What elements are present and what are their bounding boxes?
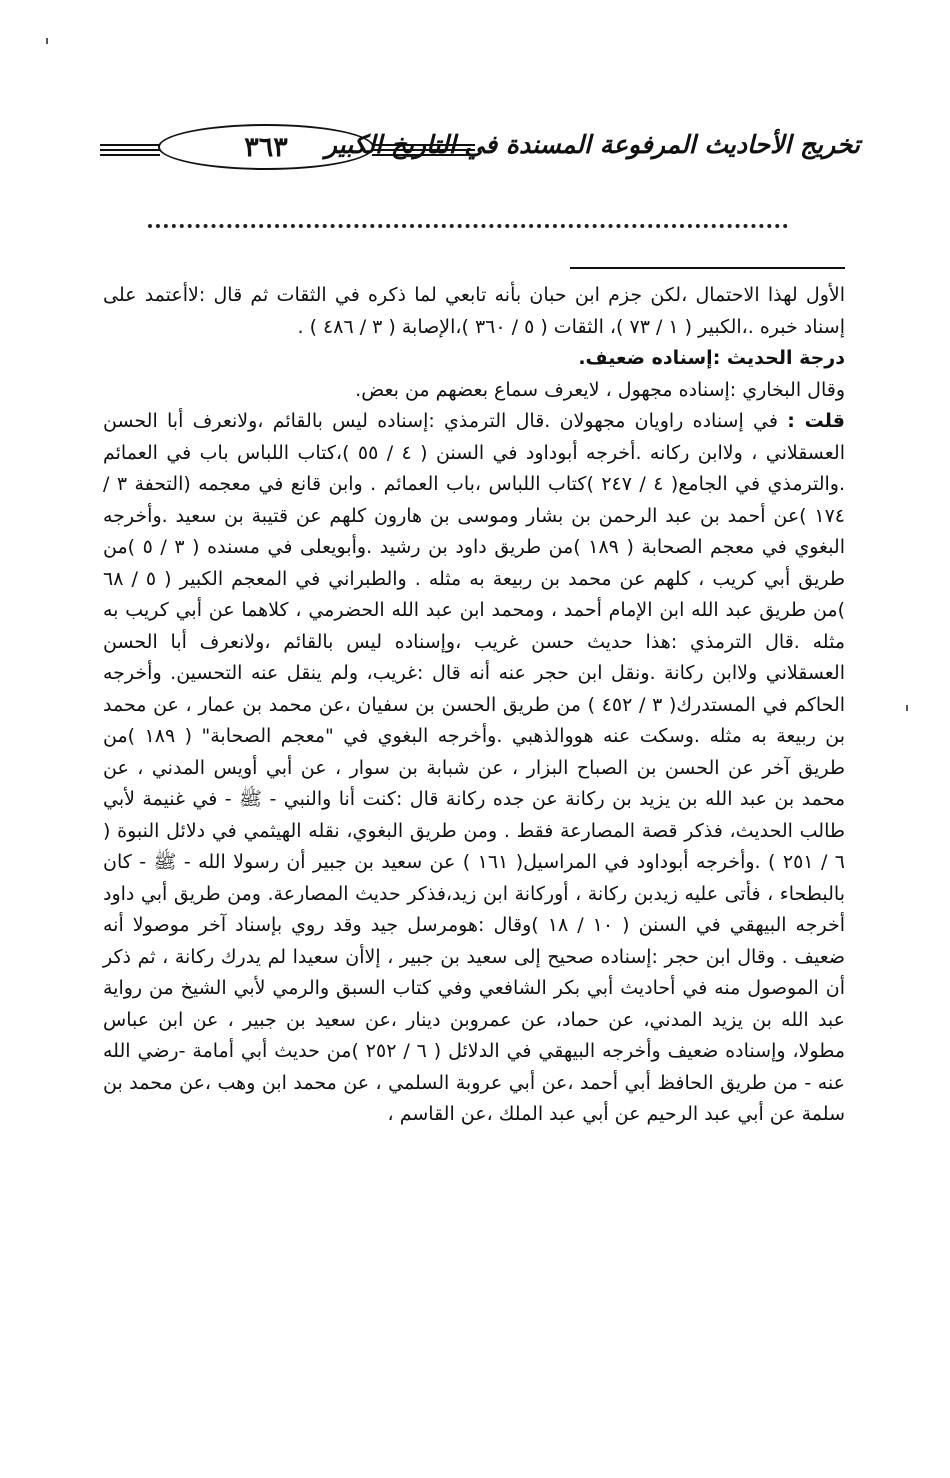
book-title: تخريج الأحاديث المرفوعة المسندة في التاريخ الكبير <box>324 130 860 159</box>
bukhari-statement: وقال البخاري :إسناده مجهول ، لايعرف سماع بعضهم من بعض. <box>355 378 845 401</box>
hadith-grade-heading: درجة الحديث :إسناده ضعيف. <box>578 347 845 369</box>
header-rule-left <box>100 144 160 156</box>
qult-label: قلت : <box>787 410 845 432</box>
dotted-separator <box>148 224 788 228</box>
footnote-rule <box>570 267 845 269</box>
footnote-paragraph-1: الأول لهذا الاحتمال ،لكن جزم ابن حبان بأنه تابعي لما ذكره في الثقات ثم قال :لاأعتمد على إسناد خبره .،الكبير ( ١ / ٧٣ )، الثقات ( ٥ / ٣٦٠ )،الإصابة ( ٣ / ٤٨٦ ) . <box>103 284 845 338</box>
margin-speck <box>46 38 48 44</box>
footnote-text <box>103 280 845 1131</box>
margin-speck <box>906 705 908 711</box>
main-paragraph-text: في إسناده راويان مجهولان .قال الترمذي :إسناده ليس بالقائم ،ولانعرف أبا الحسن العسقلاني ، ولاابن ركانه .أخرجه أبوداود في السنن ( ٤ / ٥٥ )،كتاب اللباس باب في العمائم .والترمذي في الجامع( ٤ / ٢٤٧ )كتاب اللباس ،باب العمائم . وابن قانع في معجمه (التحفة ٣ / ١٧٤ )عن أحمد بن عبد الرحمن بن بشار وموسى بن هارون كلهم عن قتيبة بن سعيد .وأخرجه البغوي في معجم الصحابة ( ١٨٩ )من طريق داود بن رشيد .وأبويعلى في مسنده ( ٣ / ٥ )من طريق أبي كريب ، كلهم عن محمد بن ربيعة به مثله . والطبراني في المعجم الكبير ( ٥ / ٦٨ )من طريق عبد الله ابن الإمام أحمد ، ومحمد ابن عبد الله الحضرمي ، كلاهما عن أبي كريب به مثله .قال الترمذي :هذا حديث حسن غريب ،وإسناده ليس بالقائم ،ولانعرف أبا الحسن العسقلاني ولاابن ركانة .ونقل ابن حجر عنه أنه قال :غريب، ولم ينقل عنه التحسين. وأخرجه الحاكم في المستدرك( ٣ / ٤٥٢ ) من طريق الحسن بن سفيان ،عن محمد بن عمار ، عن محمد بن ربيعة به مثله .وسكت عنه هووالذهبي .وأخرجه البغوي في "معجم الصحابة" ( ١٨٩ )من طريق آخر عن الحسن بن الصباح البزار ، عن شبابة بن سوار ، عن أبي أويس المدني ، عن محمد بن عبد الله بن يزيد بن ركانة عن جده ركانة قال :كنت أنا والنبي - ﷺ - في غنيمة لأبي طالب الحديث، فذكر قصة المصارعة فقط . ومن طريق البغوي، نقله الهيثمي في دلائل النبوة ( ٦ / ٢٥١ ) .وأخرجه أبوداود في المراسيل( ١٦١ ) عن سعيد بن جبير أن رسولا الله - ﷺ - كان بالبطحاء ، فأتى عليه زيدبن ركانة ، أوركانة ابن زيد،فذكر حديث المصارعة. ومن طريق أبي داود أخرجه البيهقي في السنن ( ١٠ / ١٨ )وقال :هومرسل جيد وقد روي بإسناد آخر موصولا أنه ضعيف . وقال ابن حجر :إسناده صحيح إلى سعيد بن جبير ، إلاأن سعيدا لم يدرك ركانة ، ثم ذكر أن الموصول منه في أحاديث أبي بكر الشافعي وفي كتاب السبق والرمي لأبي الشيخ من رواية عبد الله بن يزيد المدني، عن حماد، عن عمروبن دينار ،عن سعيد بن جبير ، عن ابن عباس مطولا، وإسناده ضعيف وأخرجه البيهقي في الدلائل ( ٦ / ٢٥٢ )من حديث أبي أمامة -رضي الله عنه - من طريق الحافظ أبي أحمد ،عن أبي عروبة السلمي ، عن محمد ابن وهب ،عن محمد بن سلمة عن أبي عبد الرحيم عن أبي عبد الملك ،عن القاسم ، <box>103 410 846 1125</box>
page-number: ٣٦٣ <box>244 131 288 163</box>
main-paragraph <box>103 406 845 1131</box>
running-header <box>100 120 860 180</box>
